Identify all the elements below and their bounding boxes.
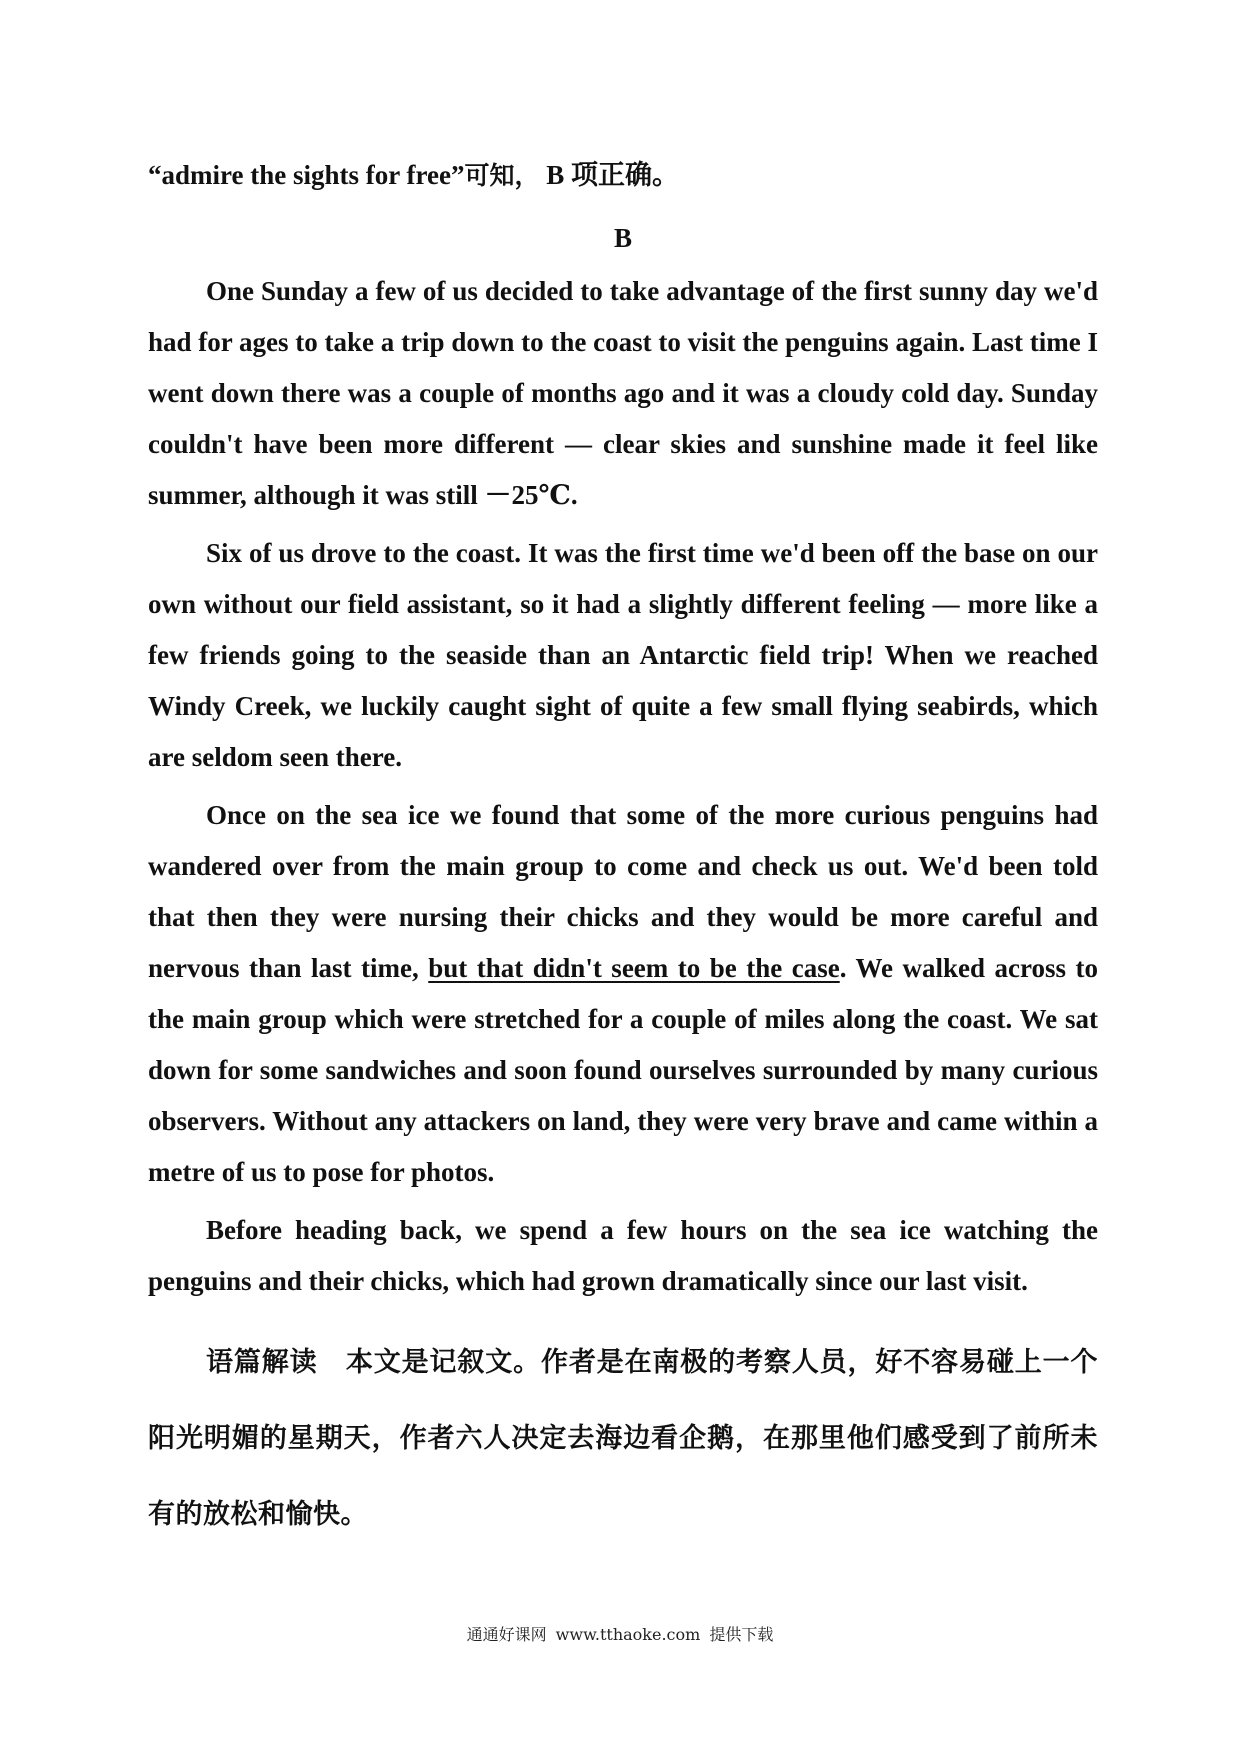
passage-paragraph-1: One Sunday a few of us decided to take advantage of the first sunny day we'd had for ages to take a trip down to the coast to visit the penguins again. Last time I went down there was a couple of months ago and it was a cloudy cold day. Sunday couldn't have been more different — clear skies and sunshine made it feel like summer, although it was still －25℃. — [148, 276, 1098, 510]
interpretation-label: 语篇解读 — [206, 1347, 318, 1378]
page-footer: 通通好课网 www.tthaoke.com 提供下载 — [466, 1625, 774, 1644]
paragraph-3-before: Once on the sea ice we found that some of the more curious penguins had wandered over from the main group to come and check us out. We'd been told that then they were nursing their chicks and they would be more careful and nervous than last time, — [148, 800, 1098, 983]
interpretation-text: 本文是记叙文。作者是在南极的考察人员，好不容易碰上一个阳光明媚的星期天，作者六人决定去海边看企鹅，在那里他们感受到了前所未有的放松和愉快。 — [148, 1347, 1098, 1530]
quoted-phrase: “admire the sights for free” — [148, 160, 465, 190]
document-page — [148, 150, 1098, 1553]
paragraph-3-after: . We walked across to the main group which were stretched for a couple of miles along the coast. We sat down for some sandwiches and soon found ourselves surrounded by many curious observers. Without any attackers on land, they were very brave and came within a metre of us to pose for photos. — [148, 953, 1098, 1187]
explanation-cn: 可知， — [464, 161, 540, 190]
underlined-phrase: but that didn't seem to be the case — [428, 953, 840, 983]
passage-paragraph-2: Six of us drove to the coast. It was the first time we'd been off the base on our own without our field assistant, so it had a slightly different feeling — more like a few friends going to the seaside than an Antarctic field trip! When we reached Windy Creek, we luckily caught sight of quite a few small flying seabirds, which are seldom seen there. — [148, 538, 1098, 772]
passage-interpretation — [148, 1325, 1098, 1553]
section-heading: B — [613, 223, 632, 253]
passage-paragraph-4: Before heading back, we spend a few hours on the sea ice watching the penguins and their chicks, which had grown dramatically since our last visit. — [148, 1215, 1098, 1296]
answer-conclusion: B 项正确。 — [539, 160, 679, 190]
passage-paragraph-3 — [148, 790, 1098, 1198]
answer-explanation-line — [148, 150, 1098, 201]
